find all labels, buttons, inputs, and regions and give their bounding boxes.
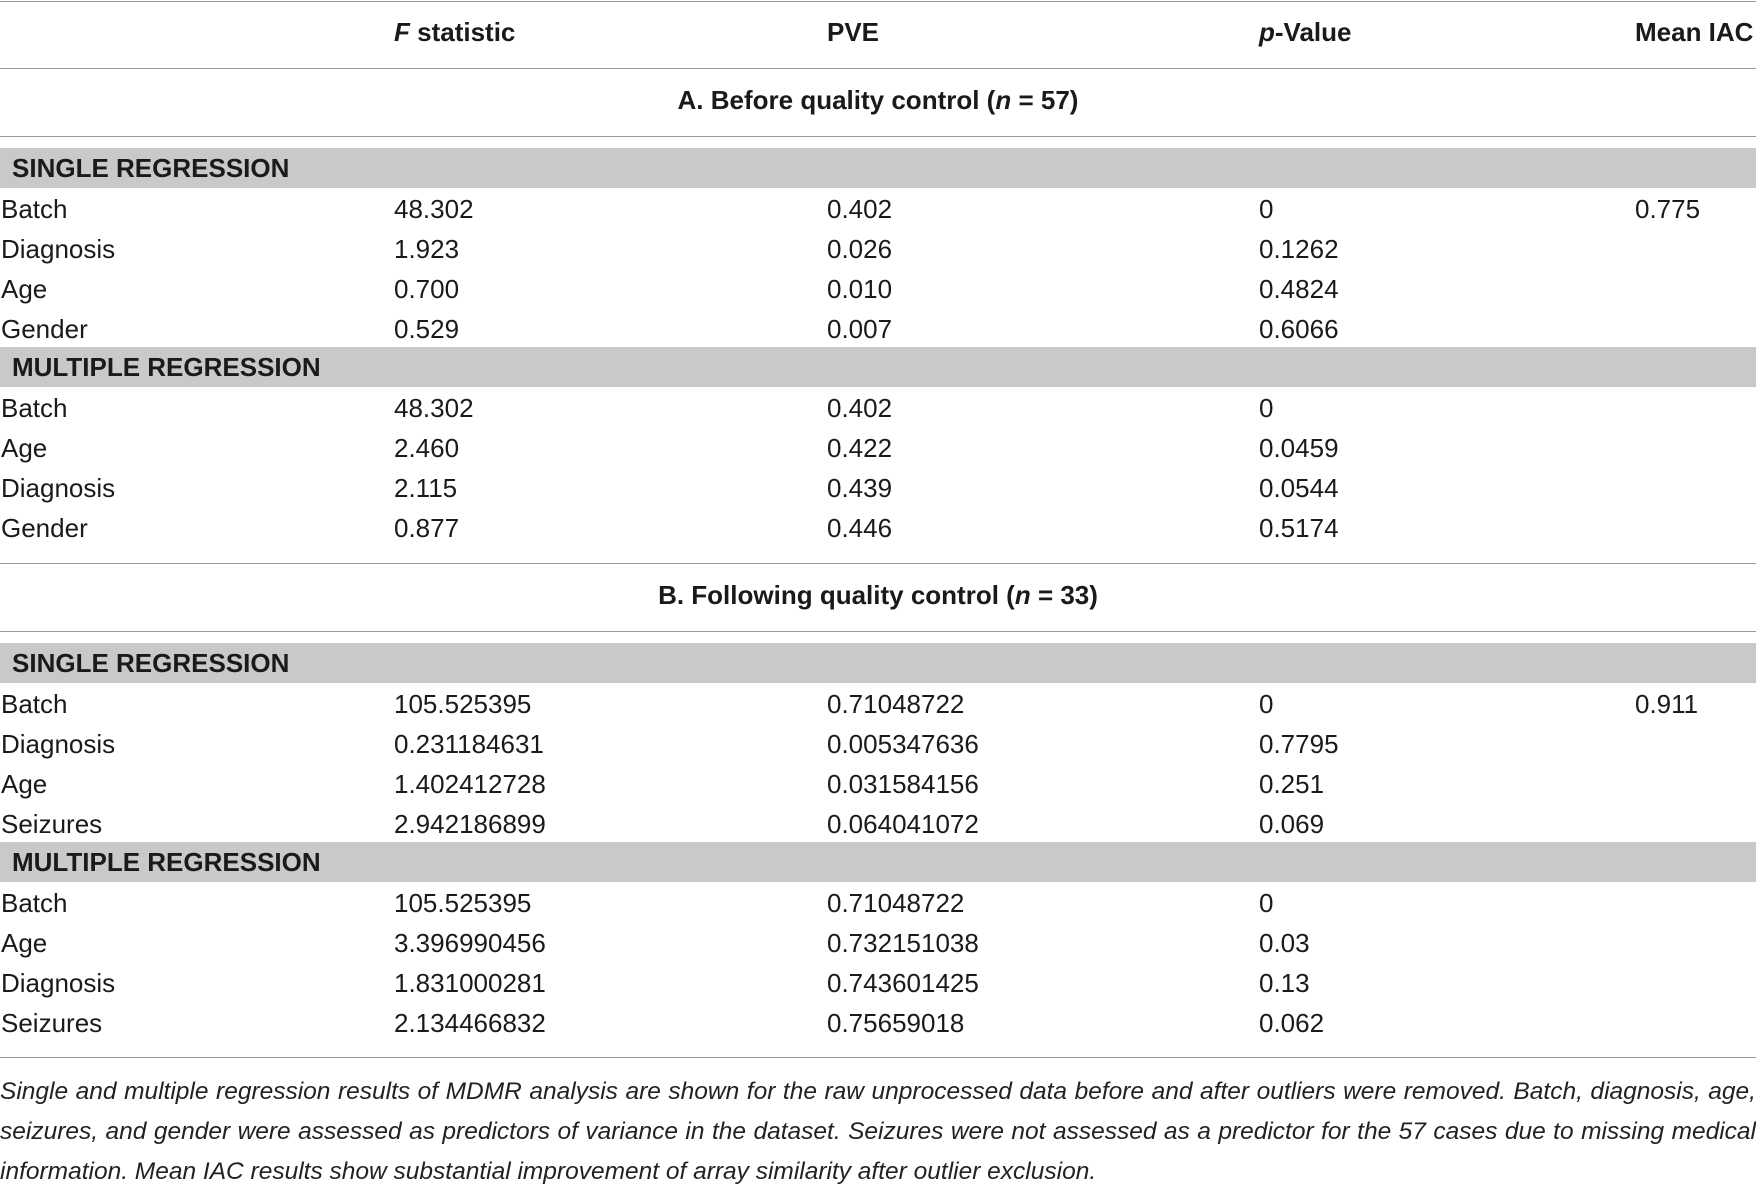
section-b-rule bbox=[0, 631, 1756, 632]
table-row bbox=[0, 388, 1756, 428]
cell-iac: 0.911 bbox=[1635, 689, 1699, 719]
cell-p: 0.13 bbox=[1259, 968, 1310, 998]
section-a-bottom-rule bbox=[0, 563, 1756, 564]
section-b-single-band bbox=[0, 643, 1756, 683]
cell-f: 105.525395 bbox=[394, 689, 532, 719]
cell-p: 0.6066 bbox=[1259, 314, 1339, 344]
table-row bbox=[0, 508, 1756, 548]
header-rule bbox=[0, 68, 1756, 69]
cell-f: 0.700 bbox=[394, 274, 460, 304]
cell-pve: 0.007 bbox=[827, 314, 893, 344]
cell-predictor: Age bbox=[1, 769, 48, 799]
cell-f: 0.231184631 bbox=[394, 729, 544, 759]
cell-iac: 0.775 bbox=[1635, 194, 1701, 224]
header-p-value: p-Value bbox=[1259, 17, 1352, 47]
top-rule bbox=[0, 1, 1756, 2]
table-row bbox=[0, 923, 1756, 963]
section-a-multiple-label: MULTIPLE REGRESSION bbox=[12, 352, 321, 382]
cell-predictor: Diagnosis bbox=[1, 968, 116, 998]
cell-p: 0.03 bbox=[1259, 928, 1310, 958]
cell-predictor: Batch bbox=[1, 393, 68, 423]
table-row bbox=[0, 724, 1756, 764]
cell-predictor: Diagnosis bbox=[1, 234, 116, 264]
cell-pve: 0.031584156 bbox=[827, 769, 979, 799]
cell-pve: 0.026 bbox=[827, 234, 893, 264]
cell-pve: 0.402 bbox=[827, 393, 893, 423]
cell-predictor: Diagnosis bbox=[1, 473, 116, 503]
cell-f: 1.402412728 bbox=[394, 769, 546, 799]
cell-p: 0.1262 bbox=[1259, 234, 1339, 264]
section-a-single-band bbox=[0, 148, 1756, 188]
cell-f: 1.831000281 bbox=[394, 968, 546, 998]
cell-predictor: Age bbox=[1, 433, 48, 463]
cell-f: 1.923 bbox=[394, 234, 460, 264]
table-row bbox=[0, 309, 1756, 349]
cell-predictor: Age bbox=[1, 928, 48, 958]
table-row bbox=[0, 428, 1756, 468]
cell-predictor: Diagnosis bbox=[1, 729, 116, 759]
cell-p: 0 bbox=[1259, 689, 1274, 719]
cell-p: 0.069 bbox=[1259, 809, 1325, 839]
section-b-multiple-band bbox=[0, 842, 1756, 882]
cell-pve: 0.402 bbox=[827, 194, 893, 224]
table-row bbox=[0, 269, 1756, 309]
cell-f: 2.134466832 bbox=[394, 1008, 546, 1038]
cell-pve: 0.010 bbox=[827, 274, 893, 304]
table-row bbox=[0, 804, 1756, 844]
header-pve: PVE bbox=[827, 17, 880, 47]
cell-pve: 0.732151038 bbox=[827, 928, 979, 958]
cell-pve: 0.439 bbox=[827, 473, 893, 503]
table-row bbox=[0, 468, 1756, 508]
cell-f: 2.115 bbox=[394, 473, 458, 503]
section-a-multiple-band bbox=[0, 347, 1756, 387]
cell-predictor: Batch bbox=[1, 888, 68, 918]
cell-p: 0.0544 bbox=[1259, 473, 1339, 503]
cell-pve: 0.005347636 bbox=[827, 729, 979, 759]
cell-f: 0.529 bbox=[394, 314, 460, 344]
section-b-title: B. Following quality control (n = 33) bbox=[658, 580, 1098, 610]
cell-pve: 0.75659018 bbox=[827, 1008, 965, 1038]
cell-p: 0.062 bbox=[1259, 1008, 1325, 1038]
table-row bbox=[0, 963, 1756, 1003]
header-mean-iac: Mean IAC bbox=[1635, 17, 1754, 47]
cell-predictor: Gender bbox=[1, 314, 88, 344]
table-row bbox=[0, 764, 1756, 804]
cell-pve: 0.446 bbox=[827, 513, 893, 543]
table-row bbox=[0, 1003, 1756, 1043]
cell-p: 0.4824 bbox=[1259, 274, 1339, 304]
cell-predictor: Seizures bbox=[1, 809, 103, 839]
cell-f: 48.302 bbox=[394, 393, 474, 423]
cell-p: 0 bbox=[1259, 888, 1274, 918]
cell-predictor: Gender bbox=[1, 513, 88, 543]
table-footnote: Single and multiple regression results of MDMR analysis are shown for the raw unprocessed data before and after outliers were removed. Batch, diagnosis, age, seizures, and gender were assessed as predictors of variance in the dataset. Seizures were not assessed as a predictor for the 57 cases due to missing medical information. Mean IAC results show substantial improvement of array similarity after outlier exclusion. bbox=[0, 1078, 1756, 1185]
table-row bbox=[0, 189, 1756, 229]
cell-pve: 0.71048722 bbox=[827, 888, 965, 918]
section-a-rule bbox=[0, 136, 1756, 137]
cell-pve: 0.743601425 bbox=[827, 968, 979, 998]
cell-pve: 0.422 bbox=[827, 433, 893, 463]
header-f-statistic: F statistic bbox=[394, 17, 516, 47]
cell-f: 0.877 bbox=[394, 513, 460, 543]
cell-pve: 0.71048722 bbox=[827, 689, 965, 719]
cell-p: 0.0459 bbox=[1259, 433, 1339, 463]
cell-f: 105.525395 bbox=[394, 888, 532, 918]
section-a-single-label: SINGLE REGRESSION bbox=[12, 153, 290, 183]
cell-p: 0 bbox=[1259, 194, 1274, 224]
cell-p: 0.7795 bbox=[1259, 729, 1339, 759]
cell-predictor: Age bbox=[1, 274, 48, 304]
cell-predictor: Seizures bbox=[1, 1008, 103, 1038]
section-a-title: A. Before quality control (n = 57) bbox=[677, 85, 1079, 115]
cell-f: 2.460 bbox=[394, 433, 460, 463]
table-row bbox=[0, 883, 1756, 923]
cell-p: 0.5174 bbox=[1259, 513, 1339, 543]
cell-p: 0 bbox=[1259, 393, 1274, 423]
cell-pve: 0.064041072 bbox=[827, 809, 979, 839]
cell-f: 3.396990456 bbox=[394, 928, 546, 958]
table-bottom-rule bbox=[0, 1057, 1756, 1058]
cell-p: 0.251 bbox=[1259, 769, 1325, 799]
section-b-multiple-label: MULTIPLE REGRESSION bbox=[12, 847, 321, 877]
section-b-single-label: SINGLE REGRESSION bbox=[12, 648, 290, 678]
cell-f: 2.942186899 bbox=[394, 809, 546, 839]
cell-predictor: Batch bbox=[1, 194, 68, 224]
cell-predictor: Batch bbox=[1, 689, 68, 719]
table-row bbox=[0, 229, 1756, 269]
table-row bbox=[0, 684, 1756, 724]
cell-f: 48.302 bbox=[394, 194, 474, 224]
